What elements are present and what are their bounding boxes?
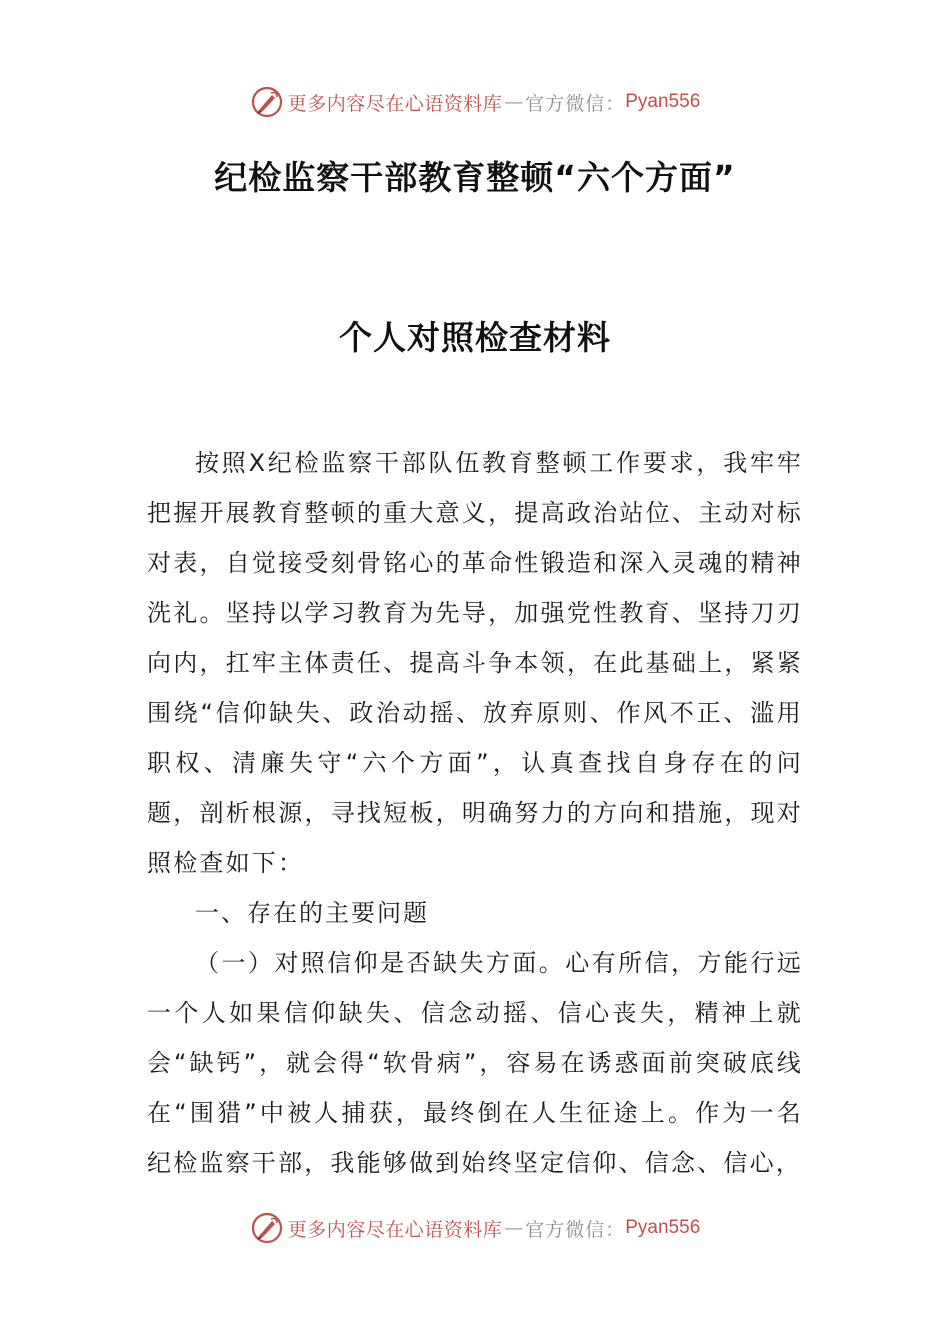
banner-separator: — — [504, 91, 524, 113]
banner-wechat-label: 官方微信： — [525, 92, 626, 115]
pen-logo-icon — [250, 85, 284, 119]
document-title-line-2: 个人对照检查材料 — [339, 318, 611, 357]
section-one-paragraph: （一）对照信仰是否缺失方面。心有所信，方能行远一个人如果信仰缺失、信念动摇、信心丧失，精神上就会“缺钙”，就会得“软骨病”，容易在诱惑面前突破底线在“围猎”中被人捕获，最终倒在人生征途上。作为一名纪检监察干部，我能够做到始终坚定信仰、信念、信心， — [147, 949, 803, 1177]
banner-brand-text: 更多内容尽在心语资料库 — [287, 92, 503, 115]
document-title-line-1: 纪检监察干部教育整顿“六个方面” — [214, 158, 736, 197]
header-banner — [0, 82, 950, 122]
section-heading: 一、存在的主要问题 — [195, 899, 429, 927]
banner-brand-text: 更多内容尽在心语资料库 — [287, 1218, 503, 1241]
banner-separator: — — [504, 1217, 524, 1239]
banner-account: Pyan556 — [625, 91, 701, 112]
pen-logo-icon — [250, 1211, 284, 1245]
footer-banner — [0, 1208, 950, 1248]
document-body — [147, 438, 803, 1188]
banner-wechat-label: 官方微信： — [525, 1218, 626, 1241]
banner-account: Pyan556 — [625, 1217, 701, 1238]
intro-paragraph: 按照X纪检监察干部队伍教育整顿工作要求，我牢牢把握开展教育整顿的重大意义，提高政治站位、主动对标对表，自觉接受刻骨铭心的革命性锻造和深入灵魂的精神洗礼。坚持以学习教育为先导，加强党性教育、坚持刀刃向内，扛牢主体责任、提高斗争本领，在此基础上，紧紧围绕“信仰缺失、政治动摇、放弃原则、作风不正、滥用职权、清廉失守“六个方面”，认真查找自身存在的问题，剖析根源，寻找短板，明确努力的方向和措施，现对照检查如下： — [147, 449, 803, 877]
